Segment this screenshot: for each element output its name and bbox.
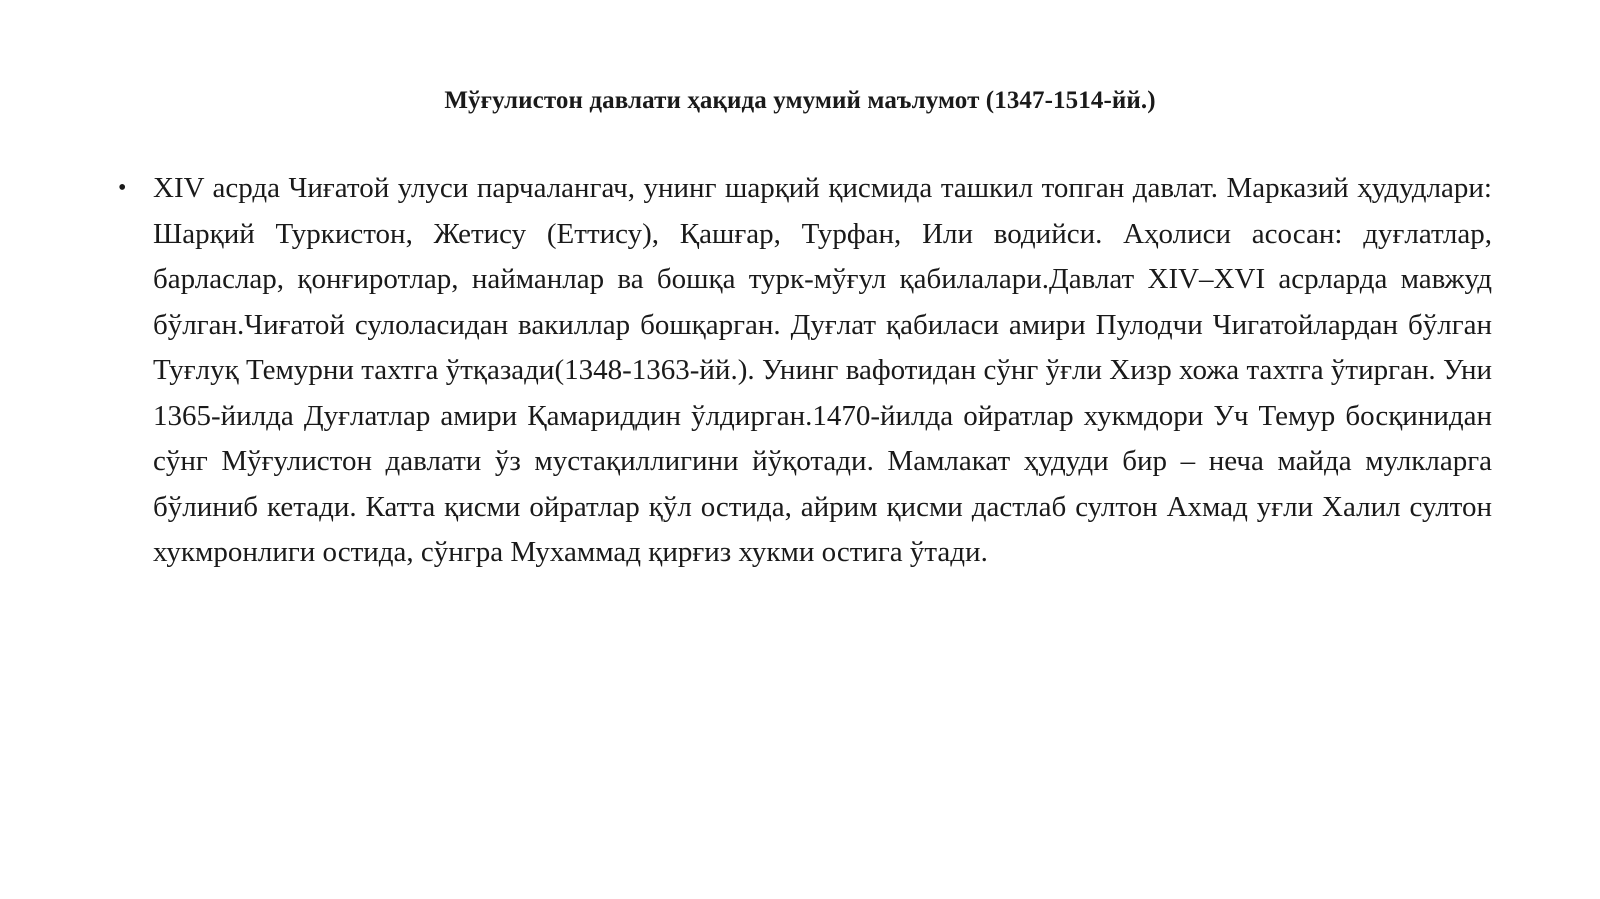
slide-title: Мўғулистон давлати ҳақида умумий маълумот (1347-1514-йй.) bbox=[444, 87, 1156, 114]
bullet-item bbox=[116, 166, 1492, 576]
bullet-text: XIV асрда Чиғатой улуси парчалангач, унинг шарқий қисмида ташкил топган давлат. Марказий ҳудудлари: Шарқий Туркистон, Жетису (Еттису), Қашғар, Турфан, Или водийси. Аҳолиси асосан: дуғлатлар, барласлар, қонғиротлар, найманлар ва бошқа турк-мўғул қабилалари.Давлат XIV–XVI асрларда мавжуд бўлган.Чиғатой сулоласидан вакиллар бошқарган. Дуғлат қабиласи амири Пулодчи Чигатойлардан бўлган Туғлуқ Темурни тахтга ўтқазади(1348-1363-йй.). Унинг вафотидан сўнг ўғли Хизр хожа тахтга ўтирган. Уни 1365-йилда Дуғлатлар амири Қамариддин ўлдирган.1470-йилда ойратлар хукмдори Уч Темур босқинидан сўнг Мўғулистон давлати ўз мустақиллигини йўқотади. Мамлакат ҳудуди бир – неча майда мулкларга бўлиниб кетади. Катта қисми ойратлар қўл остида, айрим қисми дастлаб султон Ахмад уғли Халил султон хукмронлиги остида, сўнгра Мухаммад қирғиз хукми остига ўтади. bbox=[153, 172, 1492, 568]
bullet-list bbox=[116, 166, 1492, 576]
bullet-marker: • bbox=[118, 175, 127, 201]
